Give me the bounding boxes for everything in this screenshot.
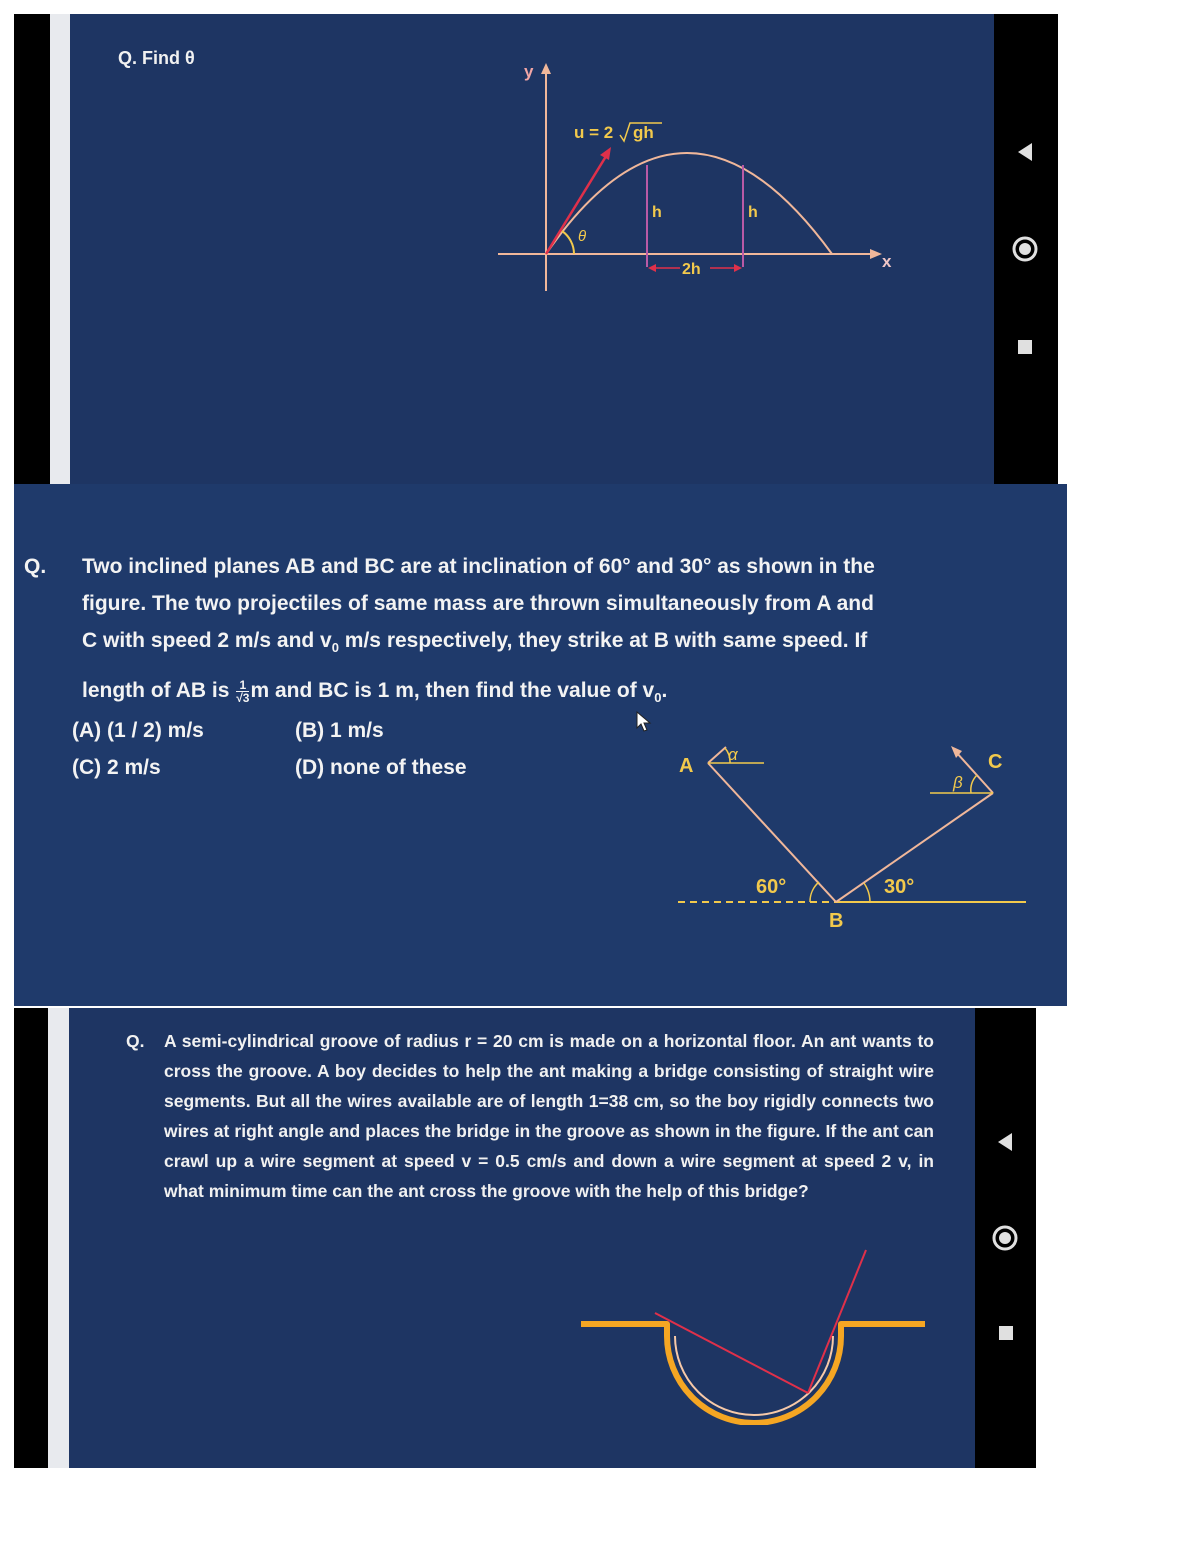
circle-home-icon[interactable] — [992, 1225, 1018, 1251]
line-4-part-2: m and BC is 1 m, then find the value of v — [250, 679, 655, 703]
projectile-diagram — [490, 55, 910, 300]
gap-arrow-left-icon — [648, 264, 656, 272]
circle-home-icon[interactable] — [1012, 236, 1038, 262]
alpha-label: α — [728, 745, 738, 764]
point-a-label: A — [679, 755, 694, 777]
trajectory-curve — [546, 153, 832, 254]
x-axis-label: x — [882, 252, 892, 271]
theta-arc — [562, 231, 574, 254]
android-nav-bar — [994, 14, 1058, 484]
beta-arc — [971, 775, 977, 793]
angle-60-label: 60° — [756, 876, 787, 898]
question-number: Q. — [126, 1031, 145, 1051]
angle-30-arc — [864, 883, 870, 902]
velocity-label: u = 2 — [574, 123, 614, 142]
h-label-left: h — [652, 204, 662, 221]
theta-label: θ — [578, 228, 587, 245]
gap-arrow-right-icon — [734, 264, 742, 272]
fraction-numerator: 1 — [236, 679, 249, 692]
y-axis-arrow-icon — [541, 63, 551, 74]
question-line-1: Two inclined planes AB and BC are at inclination of 60° and 30° as shown in the — [82, 555, 875, 578]
angle-60-arc — [810, 882, 819, 902]
square-recents-icon[interactable] — [997, 1324, 1015, 1342]
left-edge-strip — [50, 14, 70, 484]
question-inclined-planes — [24, 548, 1034, 716]
line-4-period: . — [661, 679, 668, 703]
question-number: Q. — [24, 555, 47, 578]
option-b[interactable]: (B) 1 m/s — [295, 719, 384, 742]
subscript-0: 0 — [654, 690, 662, 706]
fraction-denominator: √3 — [236, 691, 250, 706]
velocity-arrow-icon — [600, 147, 611, 160]
question-find-theta: Q. Find θ — [118, 48, 195, 68]
option-c[interactable]: (C) 2 m/s — [72, 756, 161, 779]
fraction-one-over-root-three — [236, 679, 249, 704]
groove-outline — [581, 1324, 925, 1423]
option-a[interactable]: (A) (1 / 2) m/s — [72, 719, 204, 742]
angle-30-label: 30° — [884, 876, 915, 898]
option-d[interactable]: (D) none of these — [295, 756, 467, 779]
line-4-part-1: length of AB is — [82, 679, 236, 703]
point-c-label: C — [988, 751, 1003, 773]
question-groove — [126, 1026, 934, 1206]
question-body: A semi-cylindrical groove of radius r = 20 cm is made on a horizontal floor. An ant wants to cross the groove. A boy decides to help the ant making a bridge consisting of straight wire segments. But all the wires available are of length 1=38 cm, so the boy rigidly connects two wires at right angle and places the bridge in the groove as shown in the figure. If the ant can crawl up a wire segment at speed v = 0.5 cm/s and down a wire segment at speed 2 v, in what minimum time can the ant cross the groove with the help of this bridge? — [164, 1031, 934, 1201]
question-line-2: figure. The two projectiles of same mass are thrown simultaneously from A and — [82, 592, 874, 615]
mouse-cursor-icon — [636, 711, 652, 733]
groove-diagram — [575, 1240, 935, 1425]
velocity-radicand: gh — [633, 123, 654, 142]
triangle-back-icon[interactable] — [1016, 142, 1034, 162]
h-label-right: h — [748, 204, 758, 221]
gap-label: 2h — [682, 261, 701, 278]
left-edge-strip — [48, 1008, 69, 1468]
line-3-part-1: C with speed 2 m/s and v — [82, 629, 332, 652]
inclined-planes-diagram — [670, 730, 1040, 940]
point-b-label: B — [829, 910, 844, 932]
x-axis-arrow-icon — [870, 249, 882, 259]
beta-label: β — [953, 773, 963, 792]
velocity-a — [708, 747, 726, 763]
question-line-4 — [82, 672, 1034, 716]
line-3-part-2: m/s respectively, they strike at B with same speed. If — [338, 629, 868, 652]
y-axis-label: y — [524, 62, 534, 81]
velocity-vector — [546, 153, 608, 254]
plane-bc — [836, 793, 993, 902]
square-recents-icon[interactable] — [1016, 338, 1034, 356]
subscript-0: 0 — [331, 640, 339, 656]
triangle-back-icon[interactable] — [996, 1132, 1014, 1152]
question-line-3 — [82, 622, 1034, 666]
